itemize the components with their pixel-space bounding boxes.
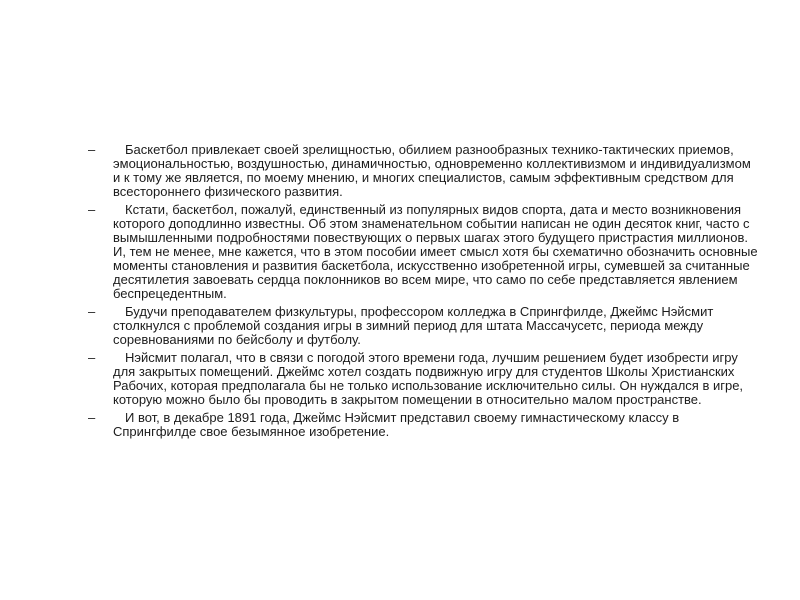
bullet-item [88,203,758,301]
bullet-item [88,411,758,439]
bullet-marker: – [88,142,96,157]
bullet-text: Нэйсмит полагал, что в связи с погодой этого времени года, лучшим решением будет изобрести игру для закрытых помещений. Джеймс хотел создать подвижную игру для студентов Школы Христианских Рабочих, которая предполагала бы не только использование исключительно силы. Он нуждался в игре, которую можно было бы проводить в закрытом помещении в относительно малом пространстве. [113,350,744,407]
bullet-text: Будучи преподавателем физкультуры, профессором колледжа в Спрингфилде, Джеймс Нэйсмит столкнулся с проблемой создания игры в зимний период для штата Массачусетс, периода между соревнованиями по бейсболу и футболу. [113,304,714,347]
bullet-marker: – [88,304,96,319]
bullet-item [88,351,758,407]
bullet-list [88,143,758,443]
bullet-text: Баскетбол привлекает своей зрелищностью, обилием разнообразных технико-тактических приемов, эмоциональностью, воздушностью, динамичностью, одновременно коллективизмом и индивидуализмом и к тому же является, по моему мнению, и многих специалистов, самым эффективным средством для всестороннего физического развития. [113,142,751,199]
bullet-item [88,143,758,199]
bullet-marker: – [88,202,96,217]
bullet-text: И вот, в декабре 1891 года, Джеймс Нэйсмит представил своему гимнастическому классу в Спрингфилде свое безымянное изобретение. [113,410,680,439]
bullet-marker: – [88,410,96,425]
bullet-marker: – [88,350,96,365]
bullet-text: Кстати, баскетбол, пожалуй, единственный из популярных видов спорта, дата и место возникновения которого доподлинно известны. Об этом знаменательном событии написан не один десяток книг, часто с вымышленными подробностями повествующих о первых шагах этого будущего пристрастия миллионов. И, тем не менее, мне кажется, что в этом пособии имеет смысл хотя бы схематично обозначить основные моменты становления и развития баскетбола, искусственно изобретенной игры, сумевшей за считанные десятилетия завоевать сердца поклонников во всем мире, что само по себе представляется явлением беспрецедентным. [113,202,758,301]
bullet-item [88,305,758,347]
